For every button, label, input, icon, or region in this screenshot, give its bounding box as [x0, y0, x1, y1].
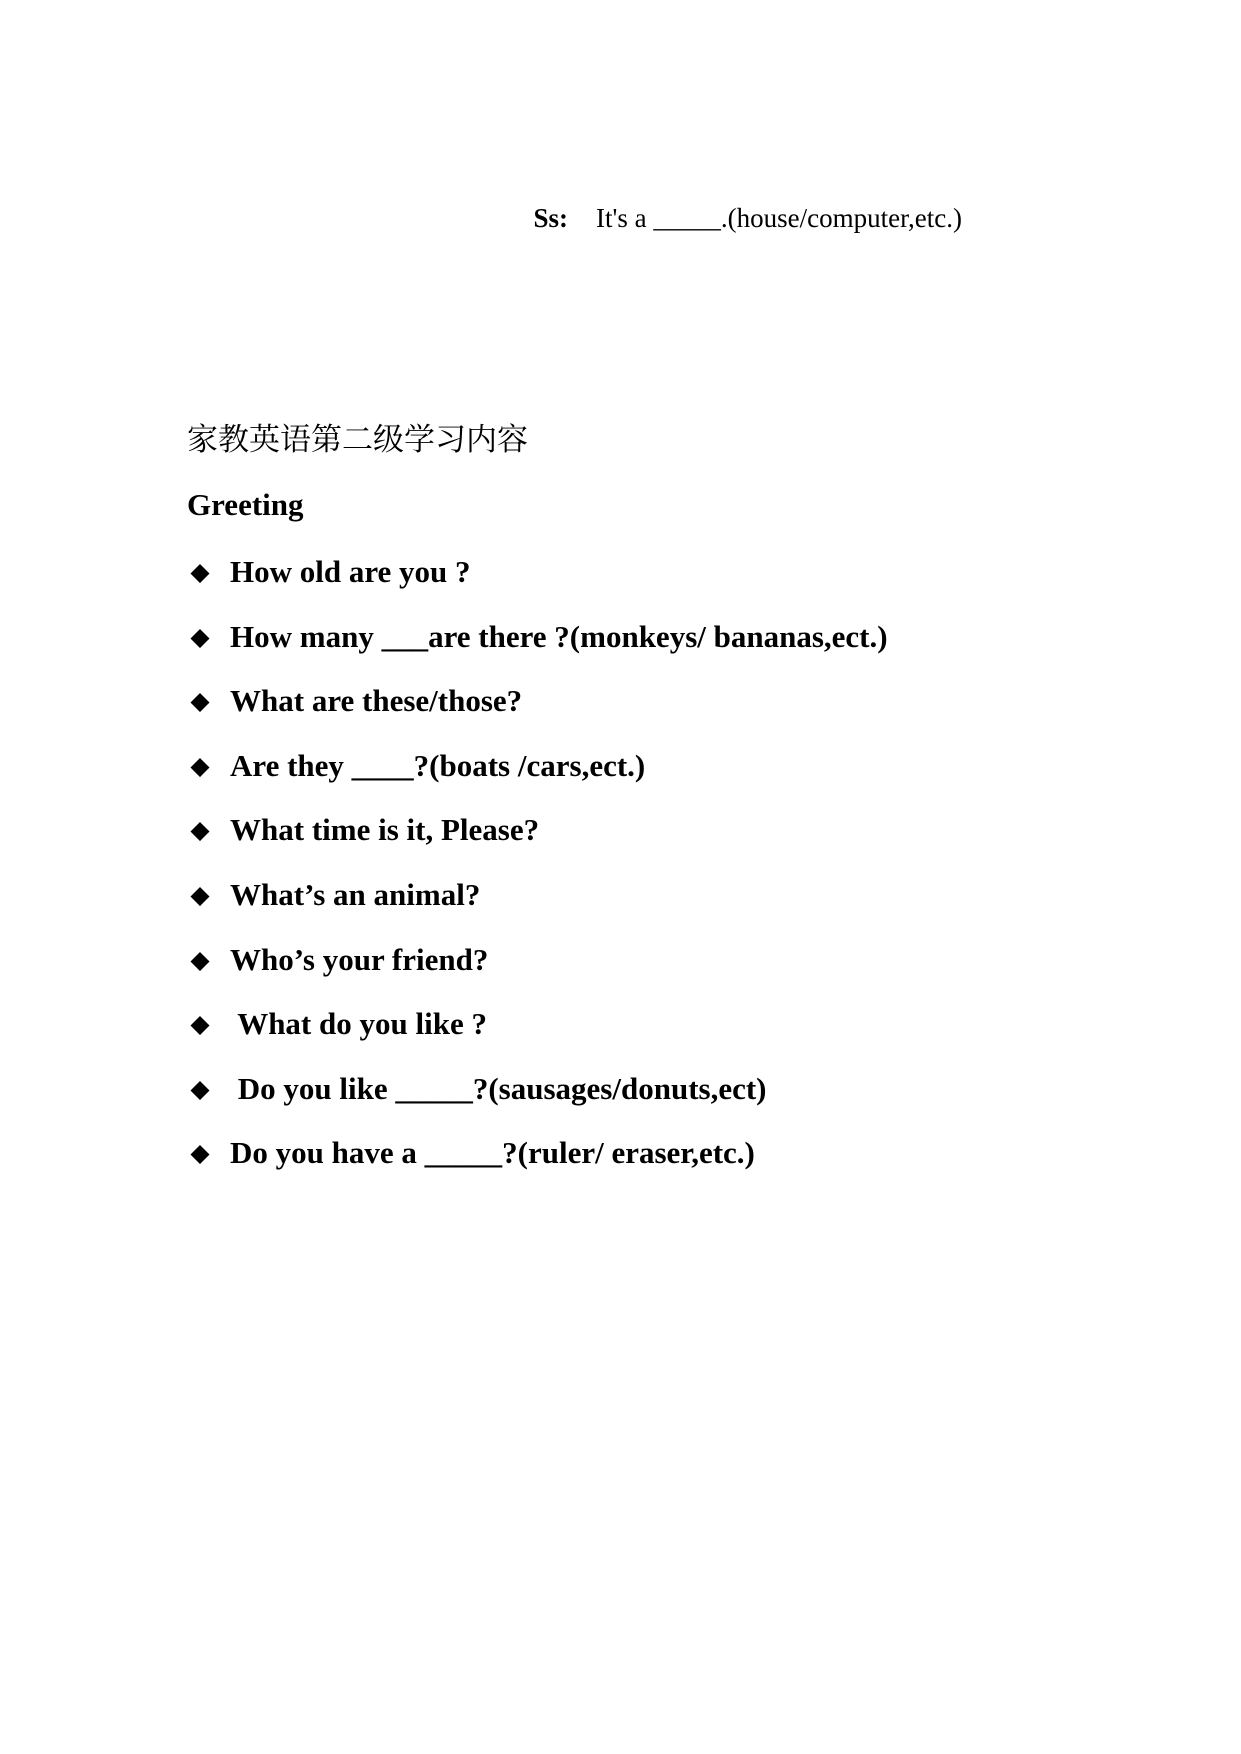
question-item [187, 875, 888, 940]
diamond-bullet-icon: ◆ [190, 557, 210, 586]
diamond-bullet-icon: ◆ [190, 1009, 210, 1039]
speaker-label: Ss: [533, 203, 569, 233]
section-heading: 家教英语第二级学习内容 [187, 422, 528, 458]
question-item [187, 1133, 888, 1198]
diamond-bullet-icon: ◆ [190, 944, 210, 974]
question-item [187, 810, 888, 875]
diamond-bullet-icon: ◆ [190, 750, 210, 780]
diamond-bullet-icon: ◆ [190, 879, 210, 909]
question-text: How old are you ? [230, 554, 471, 589]
diamond-bullet-icon: ◆ [190, 621, 210, 651]
question-item [187, 1069, 888, 1134]
question-text: How many ___are there ?(monkeys/ bananas,ect.) [230, 618, 888, 654]
question-text: Do you have a _____?(ruler/ eraser,etc.) [230, 1135, 755, 1171]
question-text: What’s an animal? [230, 876, 481, 912]
question-item [187, 746, 888, 811]
question-item [187, 681, 888, 746]
question-text: Do you like _____?(sausages/donuts,ect) [230, 1070, 767, 1106]
question-item [187, 1004, 888, 1069]
question-text: What time is it, Please? [230, 812, 540, 848]
question-text: What do you like ? [230, 1006, 487, 1042]
diamond-bullet-icon: ◆ [190, 686, 210, 716]
dialog-line [520, 164, 962, 236]
greeting-title: Greeting [187, 487, 304, 522]
diamond-bullet-icon: ◆ [190, 1073, 210, 1103]
question-list [187, 552, 888, 1198]
dialog-text: It's a _____.(house/computer,etc.) [596, 203, 962, 233]
question-item [187, 617, 888, 682]
question-item [187, 552, 888, 617]
diamond-bullet-icon: ◆ [190, 815, 210, 845]
question-text: Who’s your friend? [230, 941, 489, 977]
question-item [187, 940, 888, 1005]
question-text: What are these/those? [230, 683, 523, 719]
diamond-bullet-icon: ◆ [190, 1138, 210, 1168]
question-text: Are they ____?(boats /cars,ect.) [230, 747, 646, 783]
